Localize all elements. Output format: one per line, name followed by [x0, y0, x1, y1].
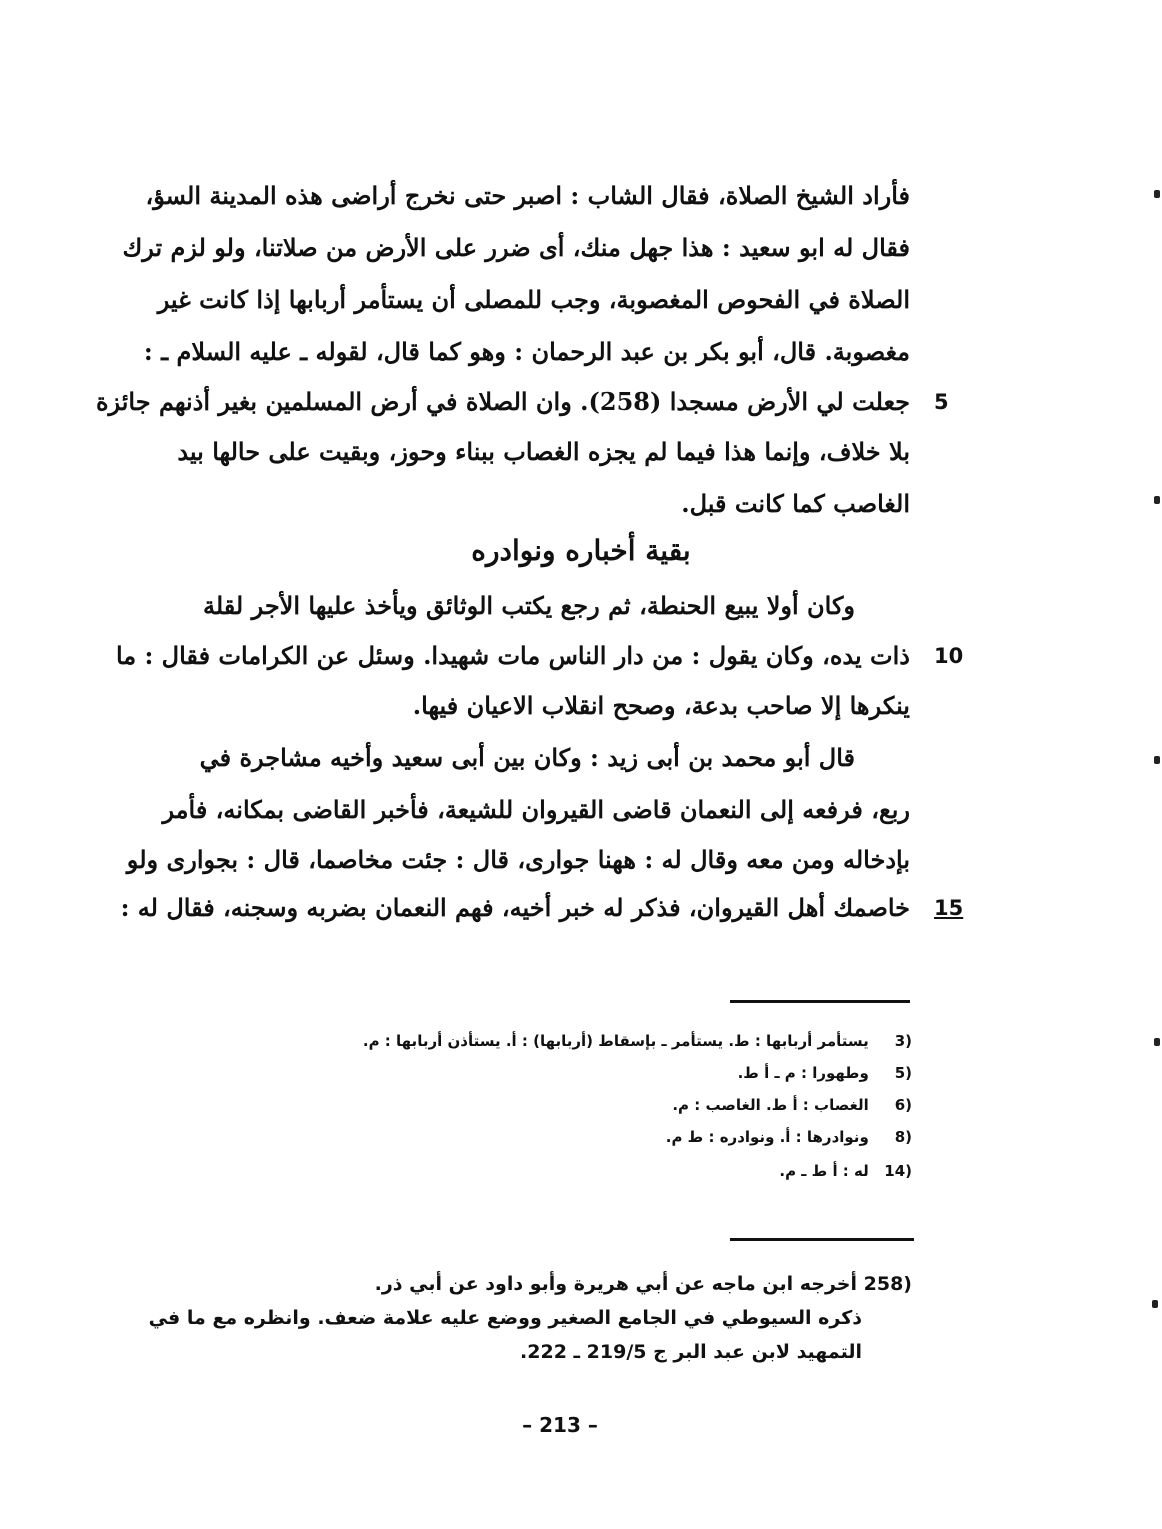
footnote-line-3: التمهيد لابن عبد البر ج 219/5 ـ 222. — [520, 1341, 862, 1363]
variant-note — [666, 1126, 912, 1148]
scan-edge-mark — [1154, 1038, 1160, 1046]
footnote-separator — [730, 1238, 914, 1241]
line-number-10: 10 — [934, 644, 964, 668]
section-line-2: ذات يده، وكان يقول : من دار الناس مات شهيدا. وسئل عن الكرامات فقال : ما — [115, 641, 910, 670]
variant-note-text: الغصاب : أ ط. الغاصب : م. — [672, 1096, 869, 1114]
scan-edge-mark — [1152, 1300, 1158, 1308]
page-number: – 213 – — [522, 1413, 598, 1437]
section-line-1: وكان أولا يبيع الحنطة، ثم رجع يكتب الوثائق ويأخذ عليها الأجر لقلة — [202, 591, 855, 620]
variant-note-text: ونوادرها : أ. ونوادره : ط م. — [665, 1128, 869, 1146]
section-heading: بقية أخباره ونوادره — [471, 534, 691, 567]
scan-edge-mark — [1154, 496, 1160, 504]
section-line-7: خاصمك أهل القيروان، فذكر له خبر أخيه، فهم النعمان بضربه وسجنه، فقال له : — [120, 893, 910, 922]
body-line-1: فأراد الشيخ الصلاة، فقال الشاب : اصبر حتى نخرج أراضى هذه المدينة السؤ، — [145, 181, 910, 210]
scan-edge-mark — [1154, 190, 1160, 198]
section-line-6: بإدخاله ومن معه وقال له : ههنا جوارى، قال : جئت مخاصما، قال : بجوارى ولو — [126, 845, 910, 874]
notes-separator — [730, 1000, 910, 1003]
variant-note — [738, 1062, 912, 1084]
variant-note — [779, 1160, 912, 1182]
footnote-line-2: ذكره السيوطي في الجامع الصغير ووضع عليه علامة ضعف. وانظره مع ما في — [148, 1307, 862, 1329]
body-line-4: مغصوبة. قال، أبو بكر بن عبد الرحمان : وهو كما قال، لقوله ـ عليه السلام ـ : — [143, 337, 910, 366]
variant-note-text: له : أ ط ـ م. — [779, 1162, 869, 1180]
variant-note-number: 3) — [894, 1032, 912, 1050]
variant-note-text: وطهورا : م ـ أ ط. — [737, 1064, 869, 1082]
line-number-5: 5 — [934, 390, 949, 414]
body-line-2: فقال له ابو سعيد : هذا جهل منك، أى ضرر على الأرض من صلاتنا، ولو لزم ترك — [122, 233, 910, 262]
section-line-5: ربع، فرفعه إلى النعمان قاضى القيروان للشيعة، فأخبر القاضى بمكانه، فأمر — [162, 795, 910, 824]
variant-note — [363, 1030, 912, 1052]
footnote-number: 258) — [863, 1273, 912, 1295]
body-line-7: الغاصب كما كانت قبل. — [681, 489, 910, 518]
line-number-15: 15 — [934, 896, 964, 920]
body-line-6: بلا خلاف، وإنما هذا فيما لم يجزه الغصاب ببناء وحوز، وبقيت على حالها بيد — [177, 437, 910, 466]
scan-edge-mark — [1154, 756, 1160, 764]
section-line-4: قال أبو محمد بن أبى زيد : وكان بين أبى سعيد وأخيه مشاجرة في — [199, 743, 855, 772]
body-line-5: جعلت لي الأرض مسجدا (258). وان الصلاة في أرض المسلمين بغير أذنهم جائزة — [95, 387, 910, 416]
variant-note-number: 5) — [894, 1064, 912, 1082]
footnote-text: أخرجه ابن ماجه عن أبي هريرة وأبو داود عن أبي ذر. — [374, 1273, 858, 1295]
variant-note-number: 14) — [884, 1162, 912, 1180]
footnote-line-1 — [375, 1270, 912, 1298]
variant-note — [672, 1094, 912, 1116]
body-line-3: الصلاة في الفحوص المغصوبة، وجب للمصلى أن يستأمر أربابها إذا كانت غير — [157, 285, 910, 314]
variant-note-number: 6) — [894, 1096, 912, 1114]
variant-note-number: 8) — [894, 1128, 912, 1146]
variant-note-text: يستأمر أربابها : ط. يستأمر ـ بإسقاط (أربابها) : أ. يستأذن أربابها : م. — [362, 1032, 869, 1050]
section-line-3: ينكرها إلا صاحب بدعة، وصحح انقلاب الاعيان فيها. — [412, 691, 910, 720]
